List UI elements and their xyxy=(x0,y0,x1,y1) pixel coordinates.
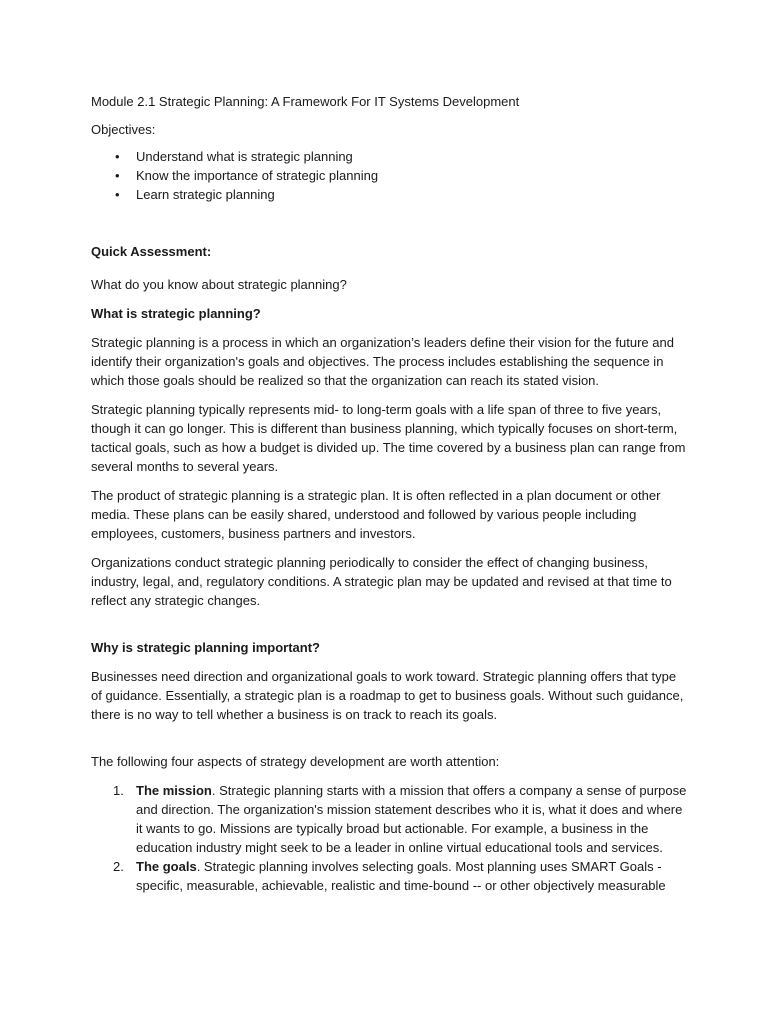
why-important-paragraph: Businesses need direction and organizational goals to work toward. Strategic planning offers that type of guidance. Essentially, a strategic plan is a roadmap to get to business goals. Without such guidance, there is no way to tell whether a business is on track to reach its goals. xyxy=(91,669,684,722)
document-title: Module 2.1 Strategic Planning: A Framework For IT Systems Development xyxy=(91,94,520,109)
what-is-paragraph: Strategic planning typically represents mid- to long-term goals with a life span of three to five years, though it can go longer. This is different than business planning, which typically focuses on short-term, tactical goals, such as how a budget is divided up. The time covered by a business plan can range from several months to several years. xyxy=(91,402,686,474)
objectives-label: Objectives: xyxy=(91,122,156,137)
quick-assessment-question: What do you know about strategic planning? xyxy=(91,277,347,292)
what-is-paragraph: Strategic planning is a process in which an organization’s leaders define their vision for the future and identify their organization's goals and objectives. The process includes establishing the sequence in which those goals should be realized so that the organization can reach its stated vision. xyxy=(91,335,674,388)
quick-assessment-heading: Quick Assessment: xyxy=(91,244,212,259)
objectives-list xyxy=(91,147,688,204)
list-item: • Learn strategic planning xyxy=(91,185,688,204)
aspect-term: The mission xyxy=(136,783,212,798)
aspect-term: The goals xyxy=(136,859,197,874)
what-is-paragraph: The product of strategic planning is a strategic plan. It is often reflected in a plan document or other media. These plans can be easily shared, understood and followed by various people including employees, customers, business partners and investors. xyxy=(91,488,661,541)
list-item: • Know the importance of strategic planning xyxy=(91,166,688,185)
aspects-list xyxy=(91,781,688,895)
aspects-intro: The following four aspects of strategy development are worth attention: xyxy=(91,754,500,769)
aspect-text: . Strategic planning starts with a mission that offers a company a sense of purpose and direction. The organization's mission statement describes who it is, what it does and where it wants to go. Missions are typically broad but actionable. For example, a business in the education industry might seek to be a leader in online virtual educational tools and services. xyxy=(136,783,687,855)
list-number: 2. xyxy=(113,859,124,874)
aspect-text: . Strategic planning involves selecting goals. Most planning uses SMART Goals - specific, measurable, achievable, realistic and time-bound -- or other objectively measurable xyxy=(136,859,666,893)
list-item xyxy=(91,857,688,895)
what-is-heading: What is strategic planning? xyxy=(91,306,261,321)
list-item xyxy=(91,781,688,857)
why-important-heading: Why is strategic planning important? xyxy=(91,640,320,655)
list-item: • Understand what is strategic planning xyxy=(91,147,688,166)
list-number: 1. xyxy=(113,783,124,798)
what-is-paragraph: Organizations conduct strategic planning periodically to consider the effect of changing business, industry, legal, and, regulatory conditions. A strategic plan may be updated and revised at that time to reflect any strategic changes. xyxy=(91,555,672,608)
